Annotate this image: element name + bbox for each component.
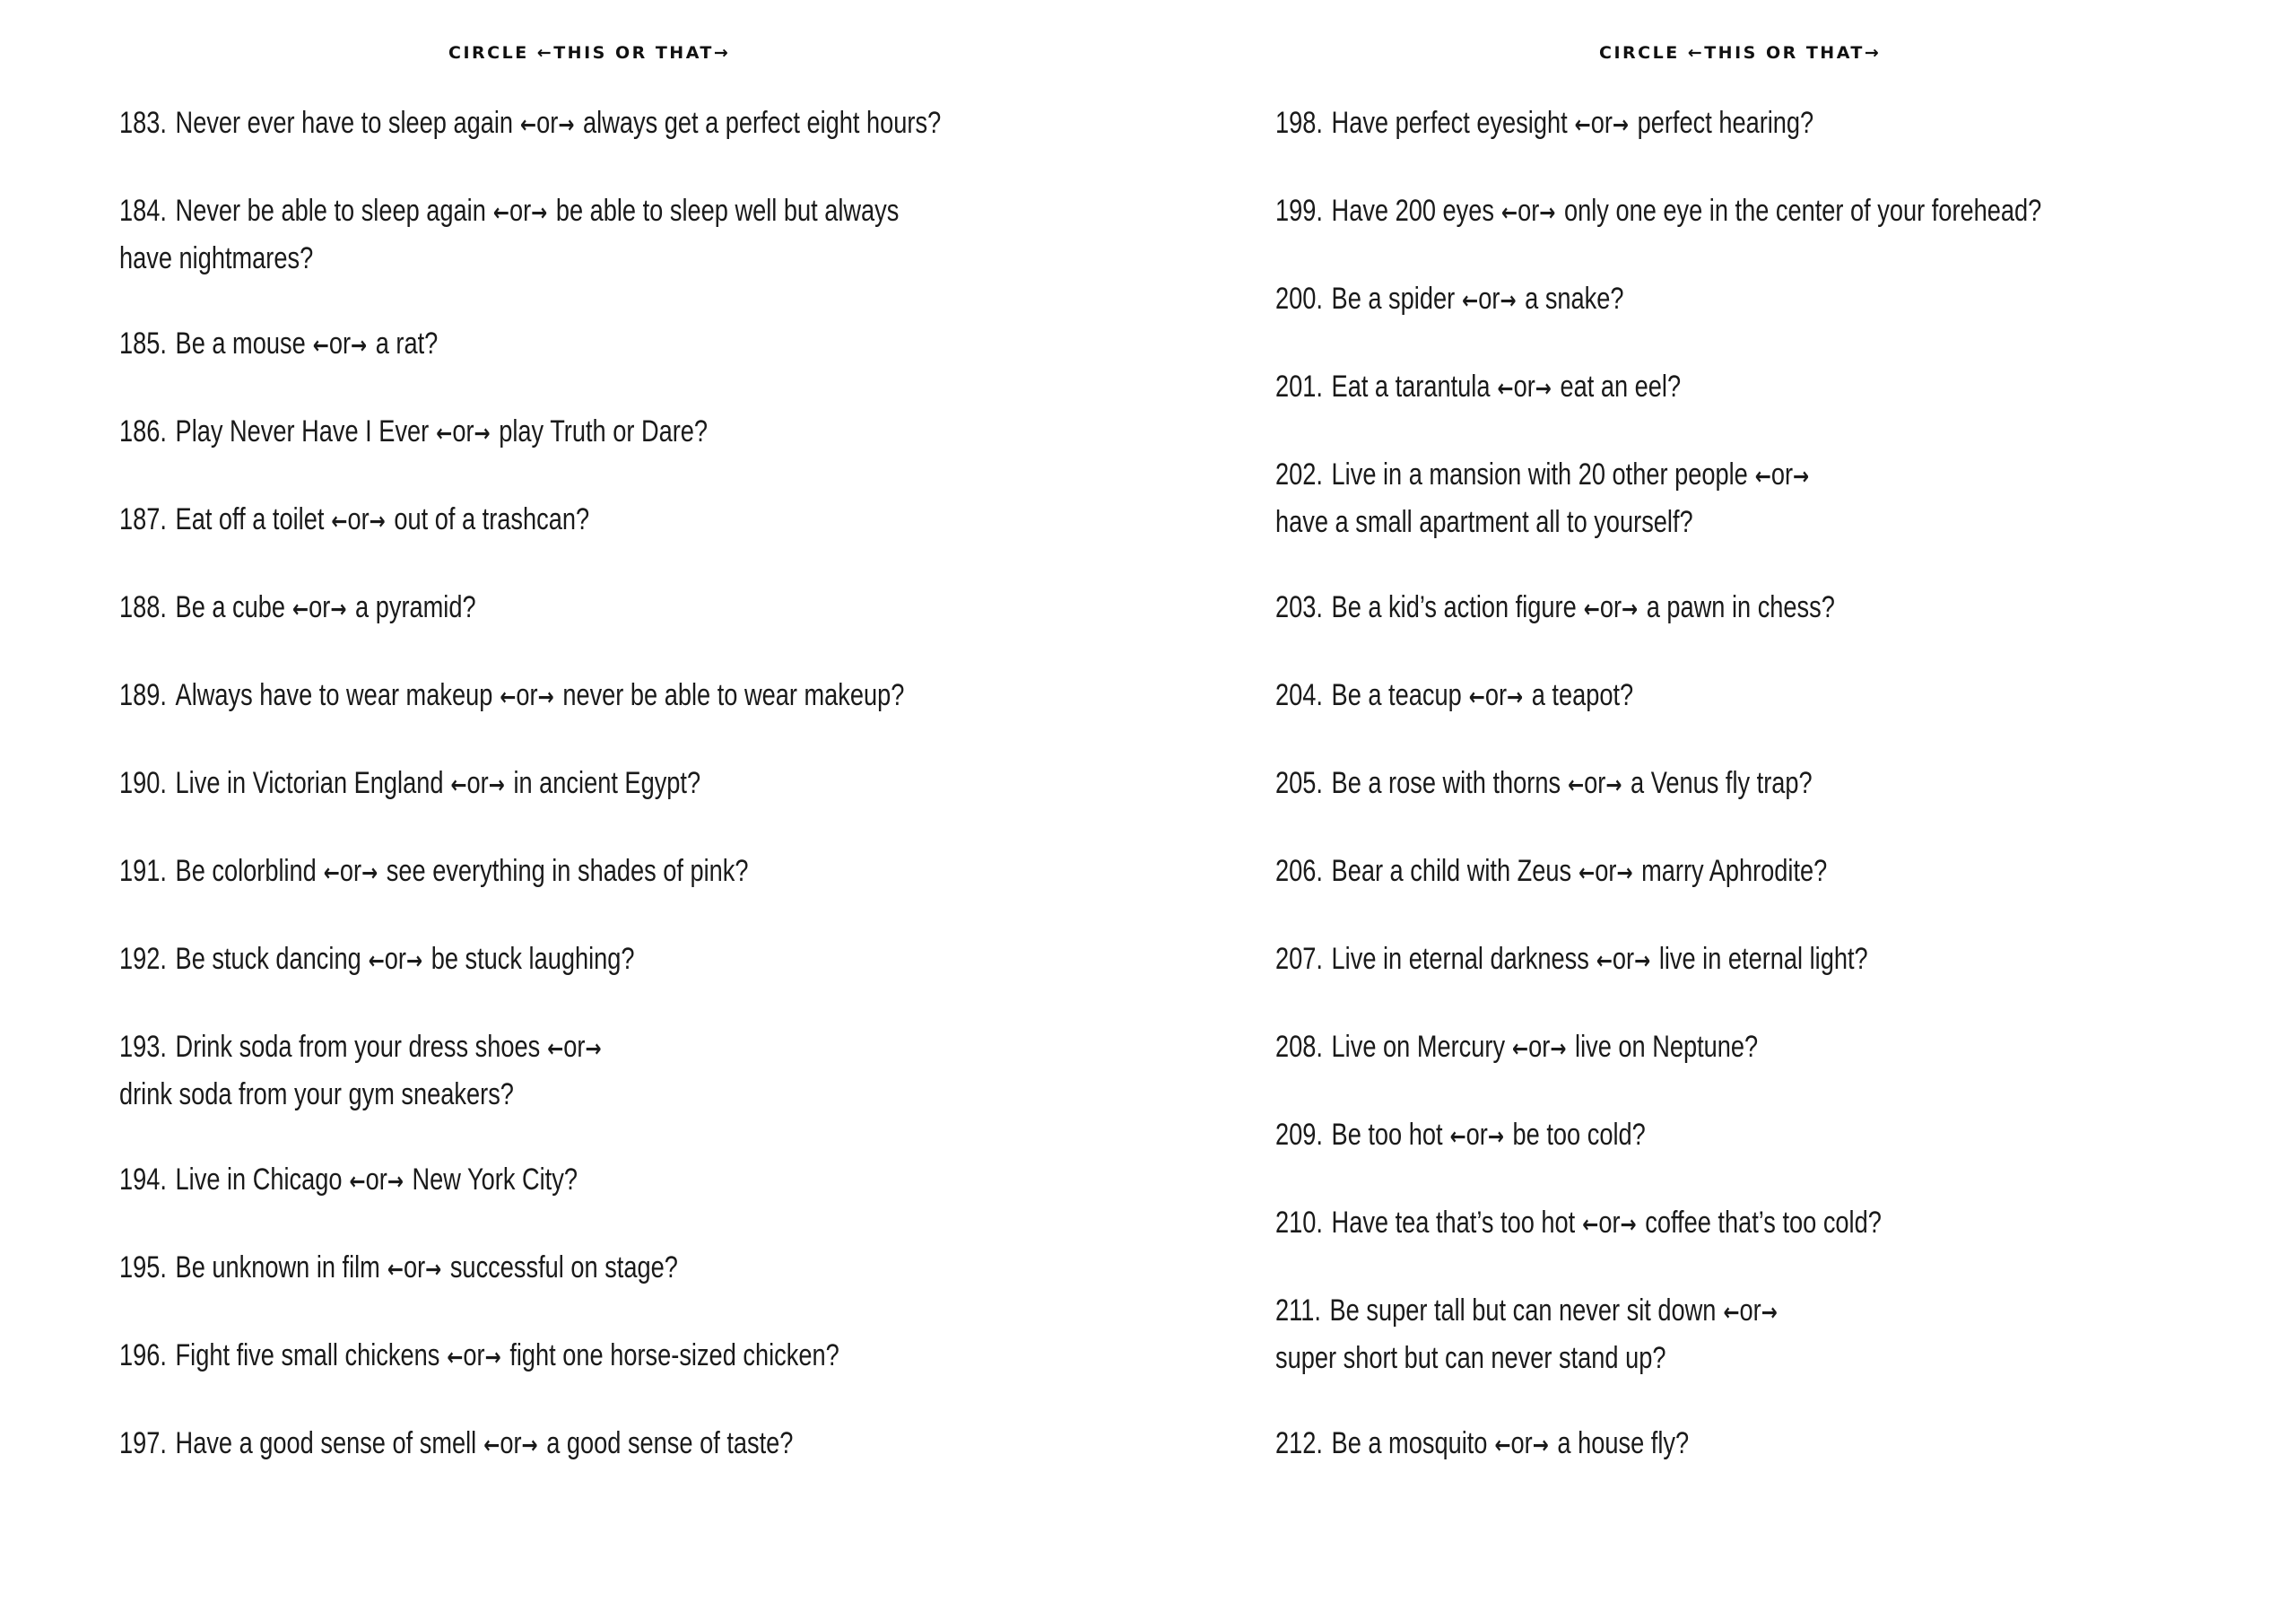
option-this: Bear a child with Zeus — [1331, 854, 1572, 888]
right-arrow-icon: → — [351, 332, 368, 360]
option-that: be able to sleep well but always — [555, 194, 900, 228]
right-arrow-icon: → — [361, 859, 378, 887]
right-arrow-icon: → — [330, 596, 347, 623]
question-number: 199. — [1275, 194, 1323, 228]
left-arrow-icon: ← — [500, 684, 517, 711]
option-this: Live in a mansion with 20 other people — [1331, 457, 1748, 492]
right-arrow-icon: → — [1550, 1035, 1567, 1063]
or-word: or — [536, 106, 559, 140]
this-or-that-separator — [1497, 370, 1552, 404]
option-that: play Truth or Dare? — [499, 414, 709, 448]
option-that: marry Aphrodite? — [1641, 854, 1828, 888]
option-this: Be a teacup — [1331, 678, 1462, 712]
or-word: or — [1518, 194, 1540, 228]
question-number: 197. — [119, 1426, 167, 1460]
question-item — [119, 585, 1043, 632]
question-list — [1275, 100, 2217, 1509]
question-number: 211. — [1275, 1293, 1321, 1328]
right-arrow-icon: → — [387, 1168, 404, 1196]
left-arrow-icon: ← — [1583, 596, 1600, 623]
option-that: fight one horse-sized chicken? — [509, 1338, 839, 1372]
question-number: 187. — [119, 502, 167, 536]
question-number: 200. — [1275, 282, 1323, 316]
question-number: 193. — [119, 1030, 167, 1064]
option-this: Be a spider — [1331, 282, 1456, 316]
question-item — [119, 1245, 1043, 1293]
question-item — [119, 936, 1043, 984]
option-that: in ancient Egypt? — [513, 766, 701, 800]
or-word: or — [347, 502, 370, 536]
right-page — [1148, 0, 2296, 1611]
question-list — [119, 100, 1043, 1509]
page-header: CIRCLE ←THIS OR THAT→ — [1599, 43, 1882, 63]
this-or-that-separator — [1494, 1426, 1549, 1460]
right-arrow-icon: → — [1761, 1299, 1778, 1327]
option-this: Never ever have to sleep again — [175, 106, 514, 140]
option-this: Be unknown in film — [175, 1250, 380, 1284]
left-arrow-icon: ← — [1754, 463, 1771, 491]
question-item — [1275, 1200, 2217, 1248]
or-word: or — [1484, 678, 1508, 712]
question-item — [119, 1421, 1043, 1468]
option-this: Be a cube — [175, 590, 286, 624]
left-arrow-icon: ← — [547, 1035, 564, 1063]
left-arrow-icon: ← — [1449, 1123, 1466, 1151]
right-arrow-icon: → — [537, 684, 554, 711]
or-word: or — [1478, 282, 1500, 316]
option-that: a Venus fly trap? — [1631, 766, 1813, 800]
right-arrow-icon: → — [1539, 199, 1556, 227]
right-arrow-icon: → — [531, 199, 548, 227]
this-or-that-separator — [450, 766, 505, 800]
question-item — [119, 761, 1043, 808]
left-arrow-icon: ← — [331, 508, 348, 536]
right-arrow-icon: → — [1634, 947, 1651, 975]
left-arrow-icon: ← — [450, 771, 467, 799]
right-arrow-icon: → — [1507, 684, 1524, 711]
or-word: or — [1599, 590, 1622, 624]
right-arrow-icon: → — [1500, 287, 1517, 315]
question-number: 189. — [119, 678, 167, 712]
question-number: 212. — [1275, 1426, 1323, 1460]
option-this: Live on Mercury — [1331, 1030, 1506, 1064]
question-number: 183. — [119, 106, 167, 140]
left-arrow-icon: ← — [323, 859, 340, 887]
option-that: a teapot? — [1531, 678, 1634, 712]
this-or-that-separator — [368, 942, 423, 976]
this-or-that-separator — [312, 327, 368, 361]
this-or-that-separator — [447, 1338, 501, 1372]
or-word: or — [403, 1250, 426, 1284]
left-arrow-icon: ← — [1582, 1211, 1599, 1239]
left-arrow-icon: ← — [1568, 771, 1585, 799]
or-word: or — [365, 1163, 387, 1197]
or-word: or — [466, 766, 489, 800]
or-word: or — [1528, 1030, 1551, 1064]
question-number: 185. — [119, 327, 167, 361]
left-arrow-icon: ← — [292, 596, 309, 623]
option-this: Have perfect eyesight — [1331, 106, 1568, 140]
option-that: a house fly? — [1557, 1426, 1690, 1460]
right-arrow-icon: → — [1487, 1123, 1504, 1151]
question-item — [119, 497, 1043, 544]
option-that-continued: have nightmares? — [119, 241, 314, 275]
question-number: 209. — [1275, 1118, 1323, 1152]
left-arrow-icon: ← — [1723, 1299, 1740, 1327]
left-arrow-icon: ← — [1578, 859, 1596, 887]
option-that: successful on stage? — [449, 1250, 678, 1284]
question-item — [1275, 276, 2217, 324]
question-item — [119, 188, 1043, 281]
option-that: be too cold? — [1512, 1118, 1646, 1152]
option-this: Be too hot — [1331, 1118, 1443, 1152]
this-or-that-separator — [331, 502, 386, 536]
this-or-that-separator — [1582, 1206, 1637, 1240]
this-or-that-separator — [1462, 282, 1517, 316]
this-or-that-separator — [1723, 1293, 1778, 1328]
option-this: Be a kid’s action figure — [1331, 590, 1577, 624]
option-that: a pawn in chess? — [1646, 590, 1835, 624]
question-item — [1275, 849, 2217, 896]
option-this: Be stuck dancing — [175, 942, 361, 976]
or-word: or — [463, 1338, 485, 1372]
question-number: 203. — [1275, 590, 1323, 624]
option-this: Live in Victorian England — [175, 766, 444, 800]
question-number: 198. — [1275, 106, 1323, 140]
or-word: or — [452, 414, 474, 448]
left-arrow-icon: ← — [349, 1168, 366, 1196]
right-arrow-icon: → — [484, 1344, 501, 1372]
this-or-that-separator — [1468, 678, 1524, 712]
this-or-that-separator — [500, 678, 554, 712]
left-arrow-icon: ← — [1574, 111, 1591, 139]
this-or-that-separator — [1578, 854, 1633, 888]
option-that: perfect hearing? — [1637, 106, 1814, 140]
question-item — [119, 100, 1043, 148]
right-arrow-icon: → — [585, 1035, 602, 1063]
question-item — [1275, 188, 2217, 236]
or-word: or — [1612, 942, 1635, 976]
left-arrow-icon: ← — [483, 1432, 500, 1459]
question-number: 194. — [119, 1163, 167, 1197]
right-arrow-icon: → — [1620, 1211, 1637, 1239]
question-number: 201. — [1275, 370, 1323, 404]
question-item — [1275, 761, 2217, 808]
question-item — [1275, 1288, 2217, 1380]
option-this: Be a rose with thorns — [1331, 766, 1561, 800]
or-word: or — [1513, 370, 1535, 404]
option-this: Live in Chicago — [175, 1163, 343, 1197]
this-or-that-separator — [1574, 106, 1630, 140]
question-item — [119, 673, 1043, 720]
left-arrow-icon: ← — [520, 111, 537, 139]
this-or-that-separator — [1754, 457, 1810, 492]
question-item — [119, 1024, 1043, 1117]
or-word: or — [384, 942, 406, 976]
question-number: 186. — [119, 414, 167, 448]
left-arrow-icon: ← — [312, 332, 329, 360]
option-this: Live in eternal darkness — [1331, 942, 1589, 976]
question-item — [119, 409, 1043, 457]
question-number: 196. — [119, 1338, 167, 1372]
option-that: see everything in shades of pink? — [386, 854, 749, 888]
or-word: or — [500, 1426, 522, 1460]
question-number: 195. — [119, 1250, 167, 1284]
this-or-that-separator — [520, 106, 575, 140]
this-or-that-separator — [1568, 766, 1622, 800]
left-arrow-icon: ← — [1462, 287, 1479, 315]
option-that: a snake? — [1525, 282, 1624, 316]
option-that: a pyramid? — [355, 590, 476, 624]
question-number: 184. — [119, 194, 167, 228]
option-that: a rat? — [375, 327, 439, 361]
right-arrow-icon: → — [521, 1432, 538, 1459]
this-or-that-separator — [1501, 194, 1556, 228]
question-number: 204. — [1275, 678, 1323, 712]
left-arrow-icon: ← — [1512, 1035, 1529, 1063]
right-arrow-icon: → — [425, 1256, 442, 1284]
this-or-that-separator — [1512, 1030, 1567, 1064]
right-arrow-icon: → — [405, 947, 423, 975]
left-arrow-icon: ← — [368, 947, 385, 975]
right-arrow-icon: → — [1532, 1432, 1549, 1459]
left-arrow-icon: ← — [1494, 1432, 1511, 1459]
option-that: be stuck laughing? — [430, 942, 635, 976]
or-word: or — [1595, 854, 1617, 888]
right-arrow-icon: → — [488, 771, 505, 799]
or-word: or — [1510, 1426, 1533, 1460]
option-this: Drink soda from your dress shoes — [175, 1030, 541, 1064]
option-this: Be colorblind — [175, 854, 317, 888]
option-this: Have a good sense of smell — [175, 1426, 477, 1460]
this-or-that-separator — [547, 1030, 602, 1064]
right-arrow-icon: → — [1605, 771, 1622, 799]
option-this: Eat a tarantula — [1331, 370, 1491, 404]
left-arrow-icon: ← — [492, 199, 509, 227]
right-arrow-icon: → — [1612, 111, 1630, 139]
left-arrow-icon: ← — [447, 1344, 464, 1372]
option-that: eat an eel? — [1560, 370, 1682, 404]
option-this: Have tea that’s too hot — [1331, 1206, 1576, 1240]
left-arrow-icon: ← — [436, 420, 453, 448]
this-or-that-separator — [1449, 1118, 1504, 1152]
option-this: Fight five small chickens — [175, 1338, 440, 1372]
page-header: CIRCLE ←THIS OR THAT→ — [448, 43, 731, 63]
option-that: New York City? — [412, 1163, 578, 1197]
option-this: Always have to wear makeup — [175, 678, 493, 712]
option-this: Be super tall but can never sit down — [1329, 1293, 1717, 1328]
option-this: Be a mosquito — [1331, 1426, 1488, 1460]
option-that: live in eternal light? — [1658, 942, 1868, 976]
this-or-that-separator — [492, 194, 548, 228]
left-arrow-icon: ← — [387, 1256, 404, 1284]
question-item — [1275, 452, 2217, 544]
or-word: or — [1770, 457, 1794, 492]
question-number: 202. — [1275, 457, 1323, 492]
option-that-continued: drink soda from your gym sneakers? — [119, 1077, 514, 1111]
question-number: 207. — [1275, 942, 1323, 976]
question-item — [1275, 1024, 2217, 1072]
question-item — [119, 1157, 1043, 1205]
option-that: always get a perfect eight hours? — [583, 106, 942, 140]
question-item — [1275, 364, 2217, 412]
left-arrow-icon: ← — [1596, 947, 1613, 975]
question-item — [119, 1333, 1043, 1380]
this-or-that-separator — [483, 1426, 538, 1460]
right-arrow-icon: → — [1535, 375, 1552, 403]
this-or-that-separator — [1583, 590, 1639, 624]
question-number: 206. — [1275, 854, 1323, 888]
question-number: 191. — [119, 854, 167, 888]
right-arrow-icon: → — [1793, 463, 1810, 491]
or-word: or — [1584, 766, 1606, 800]
or-word: or — [1739, 1293, 1761, 1328]
left-arrow-icon: ← — [1468, 684, 1485, 711]
or-word: or — [563, 1030, 586, 1064]
option-that: live on Neptune? — [1575, 1030, 1759, 1064]
question-item — [1275, 1112, 2217, 1160]
question-number: 192. — [119, 942, 167, 976]
option-this: Eat off a toilet — [175, 502, 325, 536]
or-word: or — [339, 854, 362, 888]
or-word: or — [328, 327, 351, 361]
option-that: never be able to wear makeup? — [562, 678, 905, 712]
right-arrow-icon: → — [558, 111, 575, 139]
option-that-continued: have a small apartment all to yourself? — [1275, 505, 1693, 539]
this-or-that-separator — [349, 1163, 404, 1197]
or-word: or — [309, 590, 331, 624]
or-word: or — [1465, 1118, 1488, 1152]
option-that: only one eye in the center of your forehead? — [1563, 194, 2042, 228]
left-arrow-icon: ← — [1497, 375, 1514, 403]
question-number: 208. — [1275, 1030, 1323, 1064]
this-or-that-separator — [436, 414, 491, 448]
option-that: a good sense of taste? — [546, 1426, 794, 1460]
option-this: Play Never Have I Ever — [175, 414, 430, 448]
this-or-that-separator — [292, 590, 347, 624]
question-item — [1275, 936, 2217, 984]
or-word: or — [509, 194, 532, 228]
option-this: Be a mouse — [175, 327, 306, 361]
question-item — [119, 321, 1043, 369]
question-item — [1275, 100, 2217, 148]
left-arrow-icon: ← — [1501, 199, 1518, 227]
question-item — [1275, 1421, 2217, 1468]
this-or-that-separator — [1596, 942, 1651, 976]
or-word: or — [1590, 106, 1613, 140]
question-item — [1275, 585, 2217, 632]
option-that: out of a trashcan? — [394, 502, 590, 536]
question-number: 205. — [1275, 766, 1323, 800]
question-number: 190. — [119, 766, 167, 800]
right-arrow-icon: → — [1616, 859, 1633, 887]
question-number: 188. — [119, 590, 167, 624]
option-that-continued: super short but can never stand up? — [1275, 1341, 1666, 1375]
option-that: coffee that’s too cold? — [1645, 1206, 1882, 1240]
this-or-that-separator — [323, 854, 378, 888]
question-item — [1275, 673, 2217, 720]
right-arrow-icon: → — [474, 420, 491, 448]
or-word: or — [1598, 1206, 1621, 1240]
or-word: or — [516, 678, 538, 712]
right-arrow-icon: → — [369, 508, 386, 536]
option-this: Have 200 eyes — [1331, 194, 1494, 228]
question-item — [119, 849, 1043, 896]
this-or-that-separator — [387, 1250, 442, 1284]
right-arrow-icon: → — [1622, 596, 1639, 623]
question-number: 210. — [1275, 1206, 1323, 1240]
option-this: Never be able to sleep again — [175, 194, 486, 228]
